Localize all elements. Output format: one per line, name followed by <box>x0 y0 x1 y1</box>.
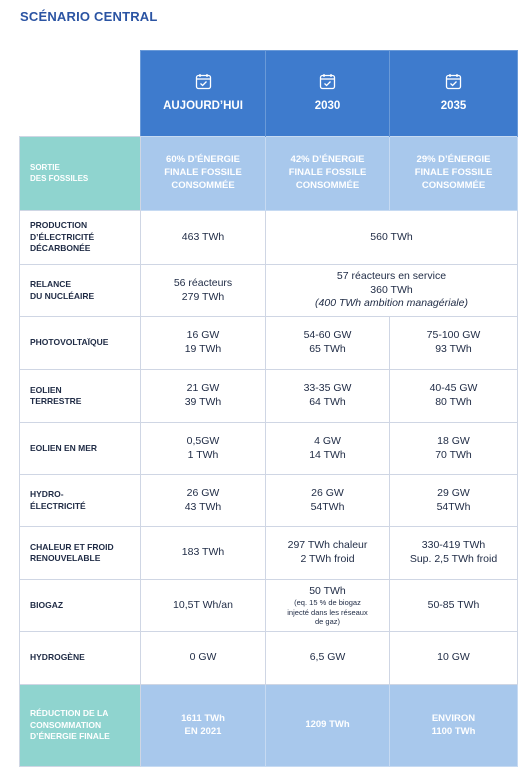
cell-reduction-2035: ENVIRON 1100 TWh <box>390 685 518 767</box>
page-title: SCÉNARIO CENTRAL <box>20 9 158 24</box>
cell-sortie-2030: 42% D’ÉNERGIE FINALE FOSSILE CONSOMMÉE <box>266 137 390 211</box>
row-label-production: PRODUCTION D’ÉLECTRICITÉ DÉCARBONÉE <box>20 211 141 265</box>
header-2035 <box>390 51 518 137</box>
biogaz-note: (eq. 15 % de biogaz injecté dans les réseaux de gaz) <box>287 598 368 626</box>
cell-reduction-today: 1611 TWh EN 2021 <box>141 685 266 767</box>
cell-sortie-2035: 29% D’ÉNERGIE FINALE FOSSILE CONSOMMÉE <box>390 137 518 211</box>
calendar-check-icon <box>445 73 462 90</box>
cell-eolien-terrestre-2035: 40-45 GW 80 TWh <box>390 370 518 423</box>
row-label-pv: PHOTOVOLTAÏQUE <box>20 317 141 370</box>
cell-hydrogene-2030: 6,5 GW <box>266 632 390 685</box>
cell-reduction-2030: 1209 TWh <box>266 685 390 767</box>
cell-nucleaire-today: 56 réacteurs 279 TWh <box>141 265 266 317</box>
row-label-chaleur: CHALEUR ET FROID RENOUVELABLE <box>20 527 141 580</box>
header-label: 2030 <box>314 100 341 113</box>
cell-eolien-terrestre-today: 21 GW 39 TWh <box>141 370 266 423</box>
cell-production-2030-2035: 560 TWh <box>266 211 518 265</box>
cell-chaleur-today: 183 TWh <box>141 527 266 580</box>
cell-hydro-today: 26 GW 43 TWh <box>141 475 266 527</box>
cell-biogaz-2035: 50-85 TWh <box>390 580 518 632</box>
cell-hydrogene-2035: 10 GW <box>390 632 518 685</box>
cell-pv-2030: 54-60 GW 65 TWh <box>266 317 390 370</box>
cell-biogaz-2030: 50 TWh (eq. 15 % de biogaz injecté dans les réseaux de gaz) <box>266 580 390 632</box>
cell-nucleaire-2030-2035: 57 réacteurs en service 360 TWh (400 TWh ambition managériale) <box>266 265 518 317</box>
row-label-eolien-mer: EOLIEN EN MER <box>20 423 141 475</box>
cell-production-today: 463 TWh <box>141 211 266 265</box>
calendar-check-icon <box>195 73 212 90</box>
row-label-hydrogene: HYDROGÈNE <box>20 632 141 685</box>
header-label: AUJOURD’HUI <box>163 100 243 113</box>
row-label-reduction: RÉDUCTION DE LA CONSOMMATION D’ÉNERGIE FINALE <box>20 685 141 767</box>
scenario-table <box>19 50 518 767</box>
cell-hydro-2035: 29 GW 54TWh <box>390 475 518 527</box>
cell-chaleur-2030: 297 TWh chaleur 2 TWh froid <box>266 527 390 580</box>
row-label-eolien-terrestre: EOLIEN TERRESTRE <box>20 370 141 423</box>
cell-hydrogene-today: 0 GW <box>141 632 266 685</box>
header-label: 2035 <box>440 100 467 113</box>
table-corner <box>20 51 141 137</box>
cell-eolien-mer-2030: 4 GW 14 TWh <box>266 423 390 475</box>
row-label-sortie: SORTIE DES FOSSILES <box>20 137 141 211</box>
row-label-biogaz: BIOGAZ <box>20 580 141 632</box>
cell-sortie-today: 60% D’ÉNERGIE FINALE FOSSILE CONSOMMÉE <box>141 137 266 211</box>
cell-pv-today: 16 GW 19 TWh <box>141 317 266 370</box>
cell-chaleur-2035: 330-419 TWh Sup. 2,5 TWh froid <box>390 527 518 580</box>
cell-hydro-2030: 26 GW 54TWh <box>266 475 390 527</box>
cell-pv-2035: 75-100 GW 93 TWh <box>390 317 518 370</box>
row-label-nucleaire: RELANCE DU NUCLÉAIRE <box>20 265 141 317</box>
cell-eolien-terrestre-2030: 33-35 GW 64 TWh <box>266 370 390 423</box>
cell-eolien-mer-today: 0,5GW 1 TWh <box>141 423 266 475</box>
row-label-hydro: HYDRO- ÉLECTRICITÉ <box>20 475 141 527</box>
header-2030 <box>266 51 390 137</box>
calendar-check-icon <box>319 73 336 90</box>
header-today <box>141 51 266 137</box>
cell-biogaz-today: 10,5T Wh/an <box>141 580 266 632</box>
cell-eolien-mer-2035: 18 GW 70 TWh <box>390 423 518 475</box>
